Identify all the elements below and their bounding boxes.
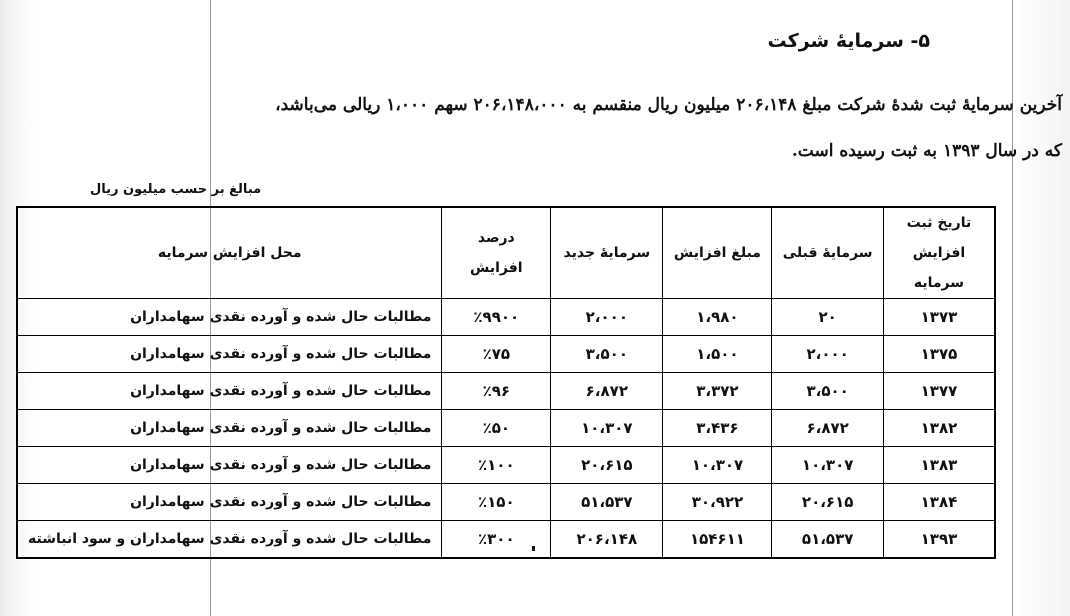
cell-increase-percent: ٪۹۹۰۰ <box>442 299 551 336</box>
cell-previous-capital: ۱۰،۳۰۷ <box>772 447 883 484</box>
cell-increase-source: مطالبات حال شده و آورده نقدی سهامداران <box>17 484 442 521</box>
cell-increase-amount: ۳،۳۷۲ <box>663 373 772 410</box>
cell-new-capital: ۵۱،۵۳۷ <box>551 484 663 521</box>
cell-new-capital: ۲،۰۰۰ <box>551 299 663 336</box>
cell-date: ۱۳۹۳ <box>883 521 995 559</box>
header-registration-date: تاریخ ثبت افزایش سرمایه <box>883 207 995 299</box>
cell-increase-percent: ٪۹۶ <box>442 373 551 410</box>
table-row <box>17 447 995 484</box>
cell-new-capital: ۳،۵۰۰ <box>551 336 663 373</box>
cell-increase-percent: ٪۱۰۰ <box>442 447 551 484</box>
table-row <box>17 336 995 373</box>
cell-date: ۱۳۷۵ <box>883 336 995 373</box>
cell-increase-percent: ٪۳۰۰ <box>442 521 551 559</box>
cell-increase-source: مطالبات حال شده و آورده نقدی سهامداران <box>17 299 442 336</box>
cell-previous-capital: ۲۰ <box>772 299 883 336</box>
cell-date: ۱۳۷۷ <box>883 373 995 410</box>
cell-previous-capital: ۳،۵۰۰ <box>772 373 883 410</box>
cell-date: ۱۳۸۲ <box>883 410 995 447</box>
cell-increase-amount: ۱،۵۰۰ <box>663 336 772 373</box>
header-increase-percent: درصد افزایش <box>442 207 551 299</box>
cell-increase-source: مطالبات حال شده و آورده نقدی سهامداران <box>17 447 442 484</box>
capital-paragraph <box>62 82 1062 174</box>
paragraph-line-2: که در سال ۱۳۹۳ به ثبت رسیده است. <box>791 141 1062 161</box>
cell-increase-source: مطالبات حال شده و آورده نقدی سهامداران <box>17 410 442 447</box>
header-previous-capital: سرمایهٔ قبلی <box>772 207 883 299</box>
cell-increase-source: مطالبات حال شده و آورده نقدی سهامداران <box>17 373 442 410</box>
header-new-capital: سرمایهٔ جدید <box>551 207 663 299</box>
cell-increase-amount: ۳،۴۳۶ <box>663 410 772 447</box>
cell-date: ۱۳۷۳ <box>883 299 995 336</box>
table-row <box>17 373 995 410</box>
cell-date: ۱۳۸۳ <box>883 447 995 484</box>
table-row <box>17 410 995 447</box>
cell-increase-percent: ٪۵۰ <box>442 410 551 447</box>
capital-increase-table <box>16 206 996 559</box>
cell-increase-percent: ٪۷۵ <box>442 336 551 373</box>
table-row <box>17 521 995 559</box>
cell-increase-source: مطالبات حال شده و آورده نقدی سهامداران و سود انباشته <box>17 521 442 559</box>
cell-previous-capital: ۵۱،۵۳۷ <box>772 521 883 559</box>
table-caption: مبالغ بر حسب میلیون ریال <box>90 182 262 197</box>
cell-new-capital: ۲۰،۶۱۵ <box>551 447 663 484</box>
cell-increase-amount: ۱،۹۸۰ <box>663 299 772 336</box>
cell-previous-capital: ۲،۰۰۰ <box>772 336 883 373</box>
cell-increase-percent: ٪۱۵۰ <box>442 484 551 521</box>
header-increase-source: محل افزایش سرمایه <box>17 207 442 299</box>
cell-increase-amount: ۱۰،۳۰۷ <box>663 447 772 484</box>
cell-new-capital: ۶،۸۷۲ <box>551 373 663 410</box>
cell-increase-amount: ۳۰،۹۲۲ <box>663 484 772 521</box>
paragraph-line-1: آخرین سرمایهٔ ثبت شدهٔ شرکت مبلغ ۲۰۶،۱۴۸ میلیون ریال منقسم به ۲۰۶،۱۴۸،۰۰۰ سهم ۱،۰۰۰ ریالی می‌باشد، <box>275 95 1062 115</box>
cell-date: ۱۳۸۴ <box>883 484 995 521</box>
cell-increase-amount: ۱۵۴۶۱۱ <box>663 521 772 559</box>
section-heading: ۵- سرمایهٔ شرکت <box>767 30 930 52</box>
cell-previous-capital: ۶،۸۷۲ <box>772 410 883 447</box>
cell-new-capital: ۲۰۶،۱۴۸ <box>551 521 663 559</box>
cell-previous-capital: ۲۰،۶۱۵ <box>772 484 883 521</box>
cell-new-capital: ۱۰،۳۰۷ <box>551 410 663 447</box>
table-header-row <box>17 207 995 299</box>
table-row <box>17 484 995 521</box>
table-row <box>17 299 995 336</box>
cell-increase-source: مطالبات حال شده و آورده نقدی سهامداران <box>17 336 442 373</box>
scan-mark <box>532 546 535 551</box>
header-increase-amount: مبلغ افزایش <box>663 207 772 299</box>
